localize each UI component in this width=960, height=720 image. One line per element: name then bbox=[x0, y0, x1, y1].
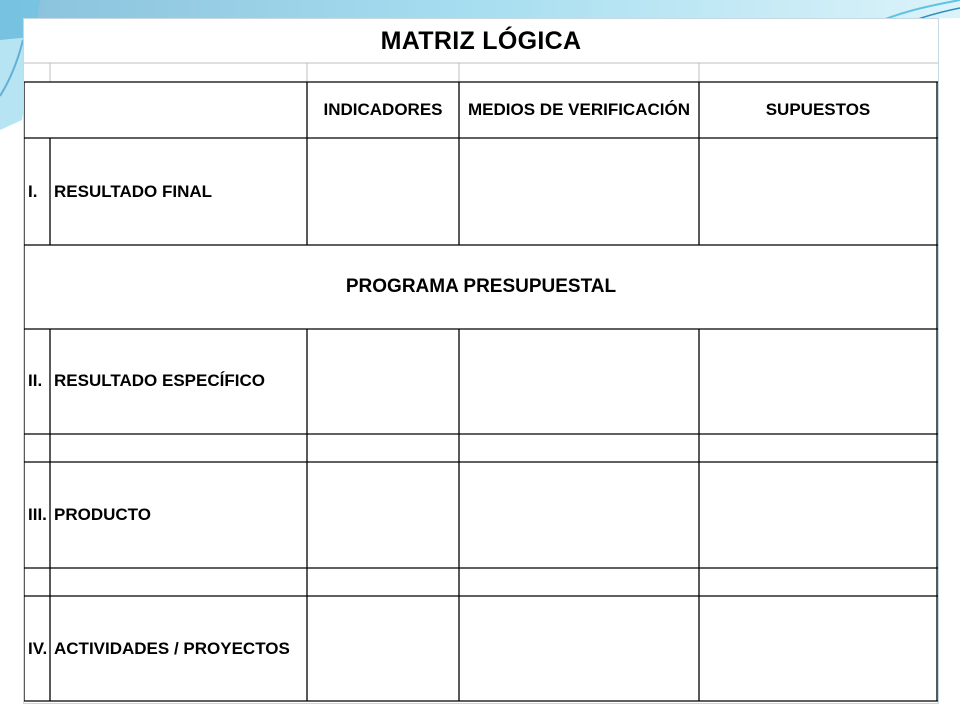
row-label-resultado-final: RESULTADO FINAL bbox=[54, 182, 213, 201]
logic-matrix-sheet bbox=[23, 18, 939, 704]
page-title: MATRIZ LÓGICA bbox=[380, 27, 582, 55]
row-label-resultado-especifico: RESULTADO ESPECÍFICO bbox=[54, 371, 265, 390]
row-number: I. bbox=[28, 182, 38, 201]
row-number: III. bbox=[28, 505, 47, 524]
header-medios-verificacion: MEDIOS DE VERIFICACIÓN bbox=[468, 100, 690, 119]
row-label-actividades-proyectos: ACTIVIDADES / PROYECTOS bbox=[54, 639, 290, 658]
row-number: II. bbox=[28, 371, 43, 390]
section-programa-presupuestal: PROGRAMA PRESUPUESTAL bbox=[345, 276, 617, 297]
row-label-producto: PRODUCTO bbox=[54, 505, 151, 524]
row-number: IV. bbox=[28, 639, 48, 658]
header-indicadores: INDICADORES bbox=[323, 100, 443, 119]
header-supuestos: SUPUESTOS bbox=[765, 100, 871, 119]
